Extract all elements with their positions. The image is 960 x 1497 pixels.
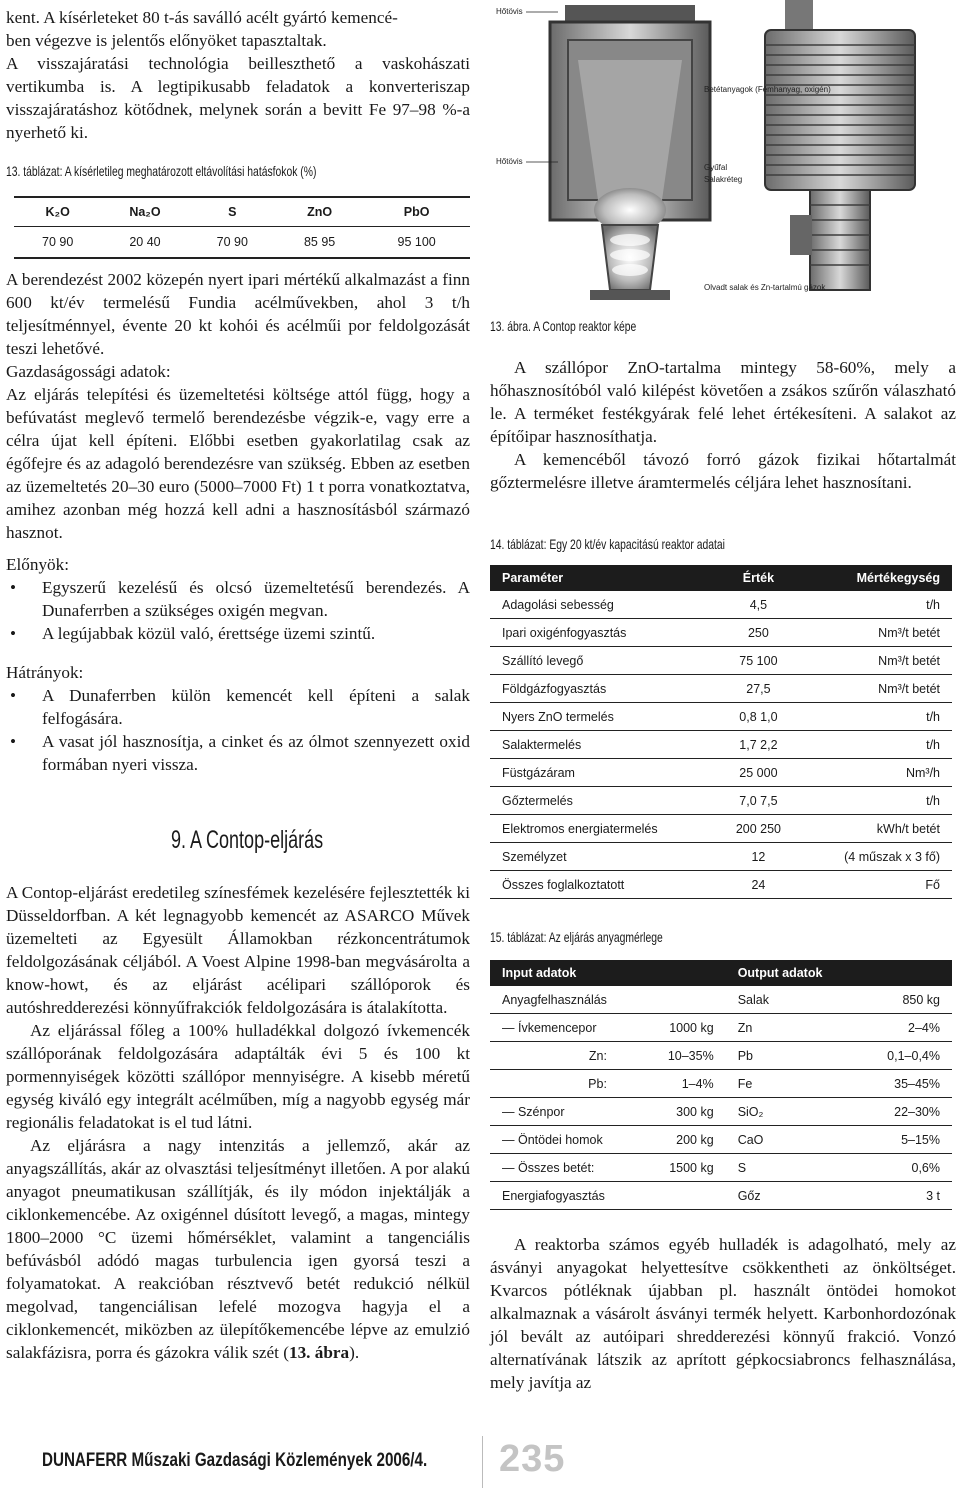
table-row bbox=[490, 647, 952, 675]
table14-header: Paraméter bbox=[490, 565, 715, 591]
table-cell: 250 bbox=[715, 619, 802, 647]
figure-label: Olvadt salak és Zn-tartalmú gázok bbox=[704, 283, 826, 292]
table-cell: 3 t bbox=[849, 1182, 952, 1210]
table-cell: — Ívkemencepor bbox=[490, 1014, 619, 1042]
figure-label: Gyűfal bbox=[704, 163, 728, 172]
table-cell: 35–45% bbox=[849, 1070, 952, 1098]
table13-value-row bbox=[14, 227, 470, 259]
table-cell: Ipari oxigénfogyasztás bbox=[490, 619, 715, 647]
table-cell: Nm³/t betét bbox=[802, 619, 952, 647]
table-cell: Pb bbox=[726, 1042, 849, 1070]
page-number: 235 bbox=[499, 1438, 566, 1480]
table-cell: Földgázfogyasztás bbox=[490, 675, 715, 703]
table13-cell: 95 100 bbox=[363, 227, 470, 259]
table-cell: 1–4% bbox=[619, 1070, 726, 1098]
table-cell: Nm³/h bbox=[802, 759, 952, 787]
paragraph-contop-2: Az eljárással főleg a 100% hulladékkal dolgozó ívkemencék szállóporának feldolgozására adaptálták évi 5 és 100 kt pormennyiségek közötti szállópor mennyiségre. A kisebb méretű egység kiváló egy integrált acélműben, míg a nagyobb egység már regionális feladatokat is el tud látni. bbox=[6, 1021, 470, 1132]
table-cell: 27,5 bbox=[715, 675, 802, 703]
table-row bbox=[490, 1182, 952, 1210]
figure-label: Hőtövis bbox=[496, 157, 523, 166]
table-cell: 300 kg bbox=[619, 1098, 726, 1126]
body-block-1 bbox=[6, 268, 470, 544]
table14-header-row bbox=[490, 565, 952, 591]
table-cell: t/h bbox=[802, 703, 952, 731]
table-cell: Fe bbox=[726, 1070, 849, 1098]
label-hatranyok: Hátrányok: bbox=[6, 663, 84, 682]
table-cell: Energiafogyasztás bbox=[490, 1182, 619, 1210]
table-row bbox=[490, 986, 952, 1014]
table-cell: t/h bbox=[802, 591, 952, 619]
table-cell: Anyagfelhasználás bbox=[490, 986, 619, 1014]
right-text-2 bbox=[490, 1233, 956, 1394]
table-cell: (4 műszak x 3 fő) bbox=[802, 843, 952, 871]
vessel-cross-section bbox=[550, 5, 710, 300]
table-cell: CaO bbox=[726, 1126, 849, 1154]
table-row bbox=[490, 787, 952, 815]
journal-title: DUNAFERR Műszaki Gazdasági Közlemények 2006/4. bbox=[42, 1450, 428, 1471]
hatranyok-item: • A vasat jól hasznosítja, a cinket és az ólmot szennyezett oxid formában nyeri vissza. bbox=[6, 730, 470, 776]
table-cell: Zn: bbox=[490, 1042, 619, 1070]
reactor-figure bbox=[490, 0, 956, 305]
table-row bbox=[490, 759, 952, 787]
table-cell: Fő bbox=[802, 871, 952, 899]
table-row bbox=[490, 1126, 952, 1154]
paragraph-berendezes: A berendezést 2002 közepén nyert ipari mértékű alkalmazást a finn 600 kt/év termelésű Fundia acélművekben, ahol 3 t/h teljesítménnyel, évente 20 kt kohói és acélműi por feldolgozását teszi lehetővé. bbox=[6, 270, 470, 358]
figure-reference: 13. ábra bbox=[288, 1343, 350, 1362]
section-heading: 9. A Contop-eljárás bbox=[171, 826, 324, 854]
table-cell: 0,6% bbox=[849, 1154, 952, 1182]
figure-label: Hőtövis bbox=[496, 7, 523, 16]
table-row bbox=[490, 675, 952, 703]
table-cell: 24 bbox=[715, 871, 802, 899]
table-cell: 200 kg bbox=[619, 1126, 726, 1154]
table-cell: 22–30% bbox=[849, 1098, 952, 1126]
table-cell: 0,1–0,4% bbox=[849, 1042, 952, 1070]
table-cell: S bbox=[726, 1154, 849, 1182]
figure-caption: 13. ábra. A Contop reaktor képe bbox=[490, 318, 637, 334]
elonyok-item: • A legújabbak közül való, érettsége üzemi szintű. bbox=[6, 622, 470, 645]
table-cell: — Összes betét: bbox=[490, 1154, 619, 1182]
table14-caption: 14. táblázat: Egy 20 kt/év kapacitású reaktor adatai bbox=[490, 536, 725, 552]
elonyok-item: • Egyszerű kezelésű és olcsó üzemeltetésű berendezés. A Dunaferrben a szükséges oxigén megvan. bbox=[6, 576, 470, 622]
table-cell: 1500 kg bbox=[619, 1154, 726, 1182]
right-text-1 bbox=[490, 356, 956, 494]
table13-header: PbO bbox=[363, 197, 470, 227]
reactor-illustration bbox=[490, 0, 956, 305]
table14 bbox=[490, 565, 952, 899]
table15 bbox=[490, 960, 952, 1210]
intro-line-1: kent. A kísérleteket 80 t-ás saválló acélt gyártó kemencé- bbox=[6, 8, 398, 27]
table-cell: 0,8 1,0 bbox=[715, 703, 802, 731]
table-cell: Összes foglalkoztatott bbox=[490, 871, 715, 899]
table-cell: Nyers ZnO termelés bbox=[490, 703, 715, 731]
table-cell: 10–35% bbox=[619, 1042, 726, 1070]
hatranyok-item: • A Dunaferrben külön kemencét kell építeni a salak felfogására. bbox=[6, 684, 470, 730]
table13-header: K₂O bbox=[14, 197, 101, 227]
table-row bbox=[490, 1098, 952, 1126]
table15-header: Input adatok bbox=[490, 960, 726, 986]
table-row bbox=[490, 1042, 952, 1070]
figure-label: Betétanyagok (Fémhanyag, oxigén) bbox=[704, 85, 831, 94]
table13-header: S bbox=[189, 197, 276, 227]
footer-divider bbox=[482, 1436, 483, 1488]
table-cell: 1,7 2,2 bbox=[715, 731, 802, 759]
paragraph-gazdasagossagi: Az eljárás telepítési és üzemeltetési költsége attól függ, hogy a befúvatást meglevő termelő berendezésbe végzik-e, vagy erre a célra újat kell építeni. Előbbi esetben gyakorlatilag csak az égőfejre és az adagoló berendezésre van szükség. Ebben az esetben az üzemeltetés 20–30 euro (5000–7000 Ft) 1 t porra vonatkoztatva, amihez azonban még hozzá kell adni a hasznosításból származó hasznot. bbox=[6, 385, 470, 542]
table-cell: — Szénpor bbox=[490, 1098, 619, 1126]
table13-caption: 13. táblázat: A kísérletileg meghatározott eltávolítási hatásfokok (%) bbox=[6, 163, 317, 179]
label-gazdasagossagi: Gazdaságossági adatok: bbox=[6, 362, 171, 381]
table-cell: 7,0 7,5 bbox=[715, 787, 802, 815]
table-cell: 75 100 bbox=[715, 647, 802, 675]
table-cell: 12 bbox=[715, 843, 802, 871]
coiled-reactor bbox=[765, 0, 915, 290]
table-cell: Személyzet bbox=[490, 843, 715, 871]
table-row bbox=[490, 1070, 952, 1098]
table-row bbox=[490, 1014, 952, 1042]
table-cell: Salaktermelés bbox=[490, 731, 715, 759]
table-row bbox=[490, 591, 952, 619]
paragraph-contop-3-text: Az eljárásra a nagy intenzitás a jellemző, akár az anyagszállítás, akár az olvasztási teljesítményt illetően. A por alakú anyagot pneumatikusan szállítják, és ily módon injektálják a ciklonkemencébe. Az oxigénnel dúsított levegő, a magas, mintegy 1800–2000 °C üzemi hőmérséklet, valamint a tangenciális befúvásból adódó magas turbulencia igen gyorsá teszi a folyamatokat. A reakcióban résztvevő betét redukció nélkül megolvad, tangenciálisan lefelé mozogva hagyja el a ciklonkemencét, miközben az ülepítőkemencébe lépve az emulzió salakfázisra, porra és gázokra válik szét ( bbox=[6, 1136, 470, 1362]
table-cell: Nm³/t betét bbox=[802, 675, 952, 703]
paragraph-reaktor: A reaktorba számos egyéb hulladék is adagolható, mely az ásványi anyagokat helyettesítve csökkentheti az önköltséget. Kvarcos pótléknak újabban pl. használt öntödei homokot alkalmaznak a vásárolt ásványi termék helyett. Karbonhordozónak jól bevált az autóipari shredderezési könnyű frakció. Vonzó alternatívának látszik az aprított gépkocsiabroncs felhasználása, mely javítja az bbox=[490, 1235, 956, 1392]
table15-caption: 15. táblázat: Az eljárás anyagmérlege bbox=[490, 929, 663, 945]
table-cell: Szállító levegő bbox=[490, 647, 715, 675]
table-cell: t/h bbox=[802, 731, 952, 759]
table-cell: 4,5 bbox=[715, 591, 802, 619]
table-row bbox=[490, 871, 952, 899]
table-row bbox=[490, 619, 952, 647]
table14-header: Érték bbox=[715, 565, 802, 591]
table-cell: 5–15% bbox=[849, 1126, 952, 1154]
table-cell: 200 250 bbox=[715, 815, 802, 843]
table-cell: Elektromos energiatermelés bbox=[490, 815, 715, 843]
table-cell: SiO₂ bbox=[726, 1098, 849, 1126]
table-cell: — Öntödei homok bbox=[490, 1126, 619, 1154]
table13 bbox=[14, 196, 470, 259]
table15-header: Output adatok bbox=[726, 960, 952, 986]
table-cell: 2–4% bbox=[849, 1014, 952, 1042]
table-cell bbox=[619, 1182, 726, 1210]
table15-header-row bbox=[490, 960, 952, 986]
paragraph-contop-3 bbox=[6, 1134, 470, 1364]
table-row bbox=[490, 815, 952, 843]
table-cell: Salak bbox=[726, 986, 849, 1014]
table-cell: 1000 kg bbox=[619, 1014, 726, 1042]
intro-paragraph: A visszajáratási technológia beilleszthető a vaskohászati vertikumba is. A legtipikusabb feladatok a konverteriszap visszajáratáshoz kötődnek, melynek során a bevitt Fe 97–98 %-a nyerhető ki. bbox=[6, 54, 470, 142]
table-cell: t/h bbox=[802, 787, 952, 815]
pros-cons bbox=[6, 553, 470, 776]
paragraph-szallopor: A szállópor ZnO-tartalma mintegy 58-60%, mely a hőhasznosítóból való kilépést követően a zsákos szűrőn válaszható le. A terméket festékgyárak felé lehet értékesíteni. A salakot az építőipar hasznosíthatja. bbox=[490, 358, 956, 446]
table-cell bbox=[619, 986, 726, 1014]
table13-header: ZnO bbox=[276, 197, 363, 227]
paragraph-kemence: A kemencéből távozó forró gázok fizikai hőtartalmát gőztermelésre illetve áramtermelés céljára lehet hasznosítani. bbox=[490, 450, 956, 492]
table13-cell: 85 95 bbox=[276, 227, 363, 259]
table-row bbox=[490, 843, 952, 871]
table13-cell: 70 90 bbox=[14, 227, 101, 259]
table-row bbox=[490, 1154, 952, 1182]
table-cell: Zn bbox=[726, 1014, 849, 1042]
table-row bbox=[490, 731, 952, 759]
table-cell: Pb: bbox=[490, 1070, 619, 1098]
table13-header: Na₂O bbox=[101, 197, 188, 227]
table-row bbox=[490, 703, 952, 731]
table-cell: Nm³/t betét bbox=[802, 647, 952, 675]
intro-line-2: ben végezve is jelentős előnyöket tapasztaltak. bbox=[6, 31, 327, 50]
table13-cell: 20 40 bbox=[101, 227, 188, 259]
table-cell: Adagolási sebesség bbox=[490, 591, 715, 619]
table-cell: Gőz bbox=[726, 1182, 849, 1210]
contop-text bbox=[6, 881, 470, 1364]
table-cell: 25 000 bbox=[715, 759, 802, 787]
label-elonyok: Előnyök: bbox=[6, 555, 70, 574]
intro-text bbox=[6, 6, 470, 144]
table13-header-row bbox=[14, 197, 470, 227]
figure-label: Salakréteg bbox=[704, 175, 743, 184]
table-cell: Gőztermelés bbox=[490, 787, 715, 815]
table-cell: Füstgázáram bbox=[490, 759, 715, 787]
table-cell: kWh/t betét bbox=[802, 815, 952, 843]
paragraph-contop-3-end: ). bbox=[349, 1343, 360, 1362]
table-cell: 850 kg bbox=[849, 986, 952, 1014]
table13-cell: 70 90 bbox=[189, 227, 276, 259]
paragraph-contop-1: A Contop-eljárást eredetileg színesfémek kezelésére fejlesztették ki Düsseldorfban. A két legnagyobb kemencét az ASARCO Művek üzemelteti az Egyesült Államokban rézkoncentrátumok feldolgozásának céljából. A Voest Alpine 1998-ban megvásárolta a know-howt, és az eljárást acélipari szállóporok és autóshredderezési könnyűfrakciók feldolgozására is átalakította. bbox=[6, 883, 470, 1017]
table14-header: Mértékegység bbox=[802, 565, 952, 591]
